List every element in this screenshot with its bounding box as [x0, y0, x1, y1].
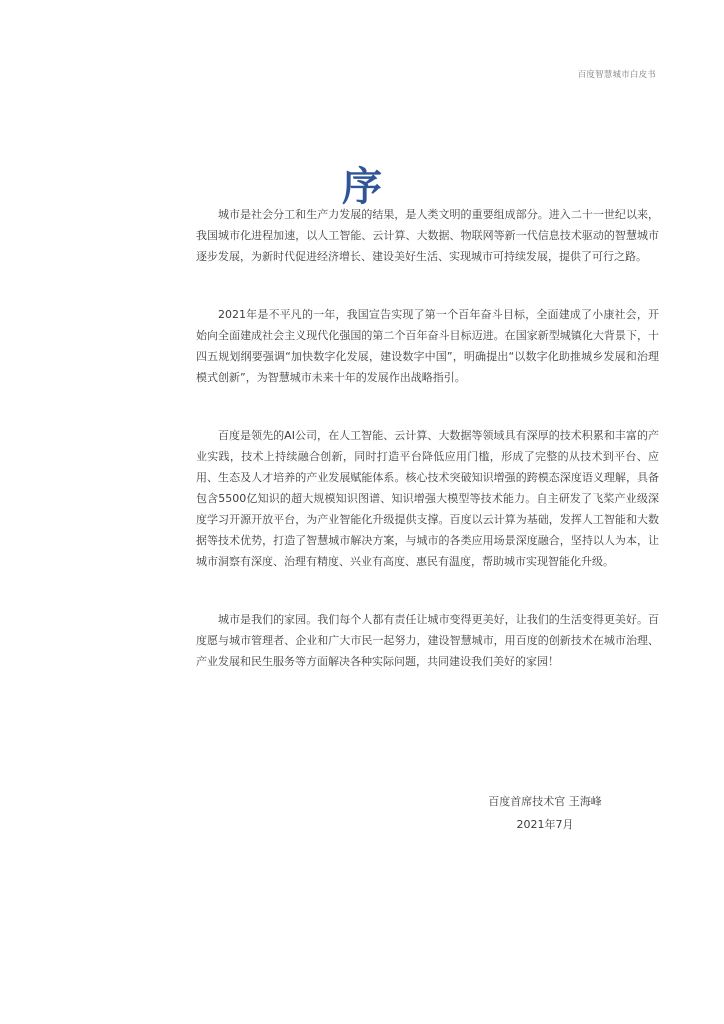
paragraph-3: 百度是领先的AI公司，在人工智能、云计算、大数据等领域具有深厚的技术积累和丰富的产业实践，技术上持续融合创新，同时打造平台降低应用门槛，形成了完整的从技术到平台、应用、生态及人才培养的产业发展赋能体系。核心技术突破知识增强的跨模态深度语义理解，具备包含5500亿知识的超大规模知识图谱、知识增强大模型等技术能力。自主研发了飞桨产业级深度学习开源开放平台，为产业智能化升级提供支撑。百度以云计算为基础，发挥人工智能和大数据等技术优势，打造了智慧城市解决方案，与城市的各类应用场景深度融合，坚持以人为本，让城市洞察有深度、治理有精度、兴业有高度、惠民有温度，帮助城市实现智能化升级。 [196, 429, 659, 568]
signature-author: 百度首席技术官 王海峰 [488, 795, 602, 808]
page-title: 序 [342, 163, 382, 210]
paragraph-2: 2021年是不平凡的一年，我国宣告实现了第一个百年奋斗目标，全面建成了小康社会，开始向全面建成社会主义现代化强国的第二个百年奋斗目标迈进。在国家新型城镇化大背景下，十四五规划纲要强调“加快数字化发展，建设数字中国”，明确提出“以数字化助推城乡发展和治理模式创新”，为智慧城市未来十年的发展作出战略指引。 [196, 308, 659, 384]
paragraph-4: 城市是我们的家园。我们每个人都有责任让城市变得更美好，让我们的生活变得更美好。百度愿与城市管理者、企业和广大市民一起努力，建设智慧城市，用百度的创新技术在城市治理、产业发展和民生服务等方面解决各种实际问题，共同建设我们美好的家园！ [196, 613, 659, 668]
paragraph-1: 城市是社会分工和生产力发展的结果，是人类文明的重要组成部分。进入二十一世纪以来，我国城市化进程加速，以人工智能、云计算、大数据、物联网等新一代信息技术驱动的智慧城市逐步发展，为新时代促进经济增长、建设美好生活、实现城市可持续发展，提供了可行之路。 [196, 208, 659, 263]
signature-date: 2021年7月 [516, 818, 574, 831]
preface-body [196, 204, 659, 709]
running-header: 百度智慧城市白皮书 [577, 70, 656, 80]
signature-block [470, 790, 620, 836]
